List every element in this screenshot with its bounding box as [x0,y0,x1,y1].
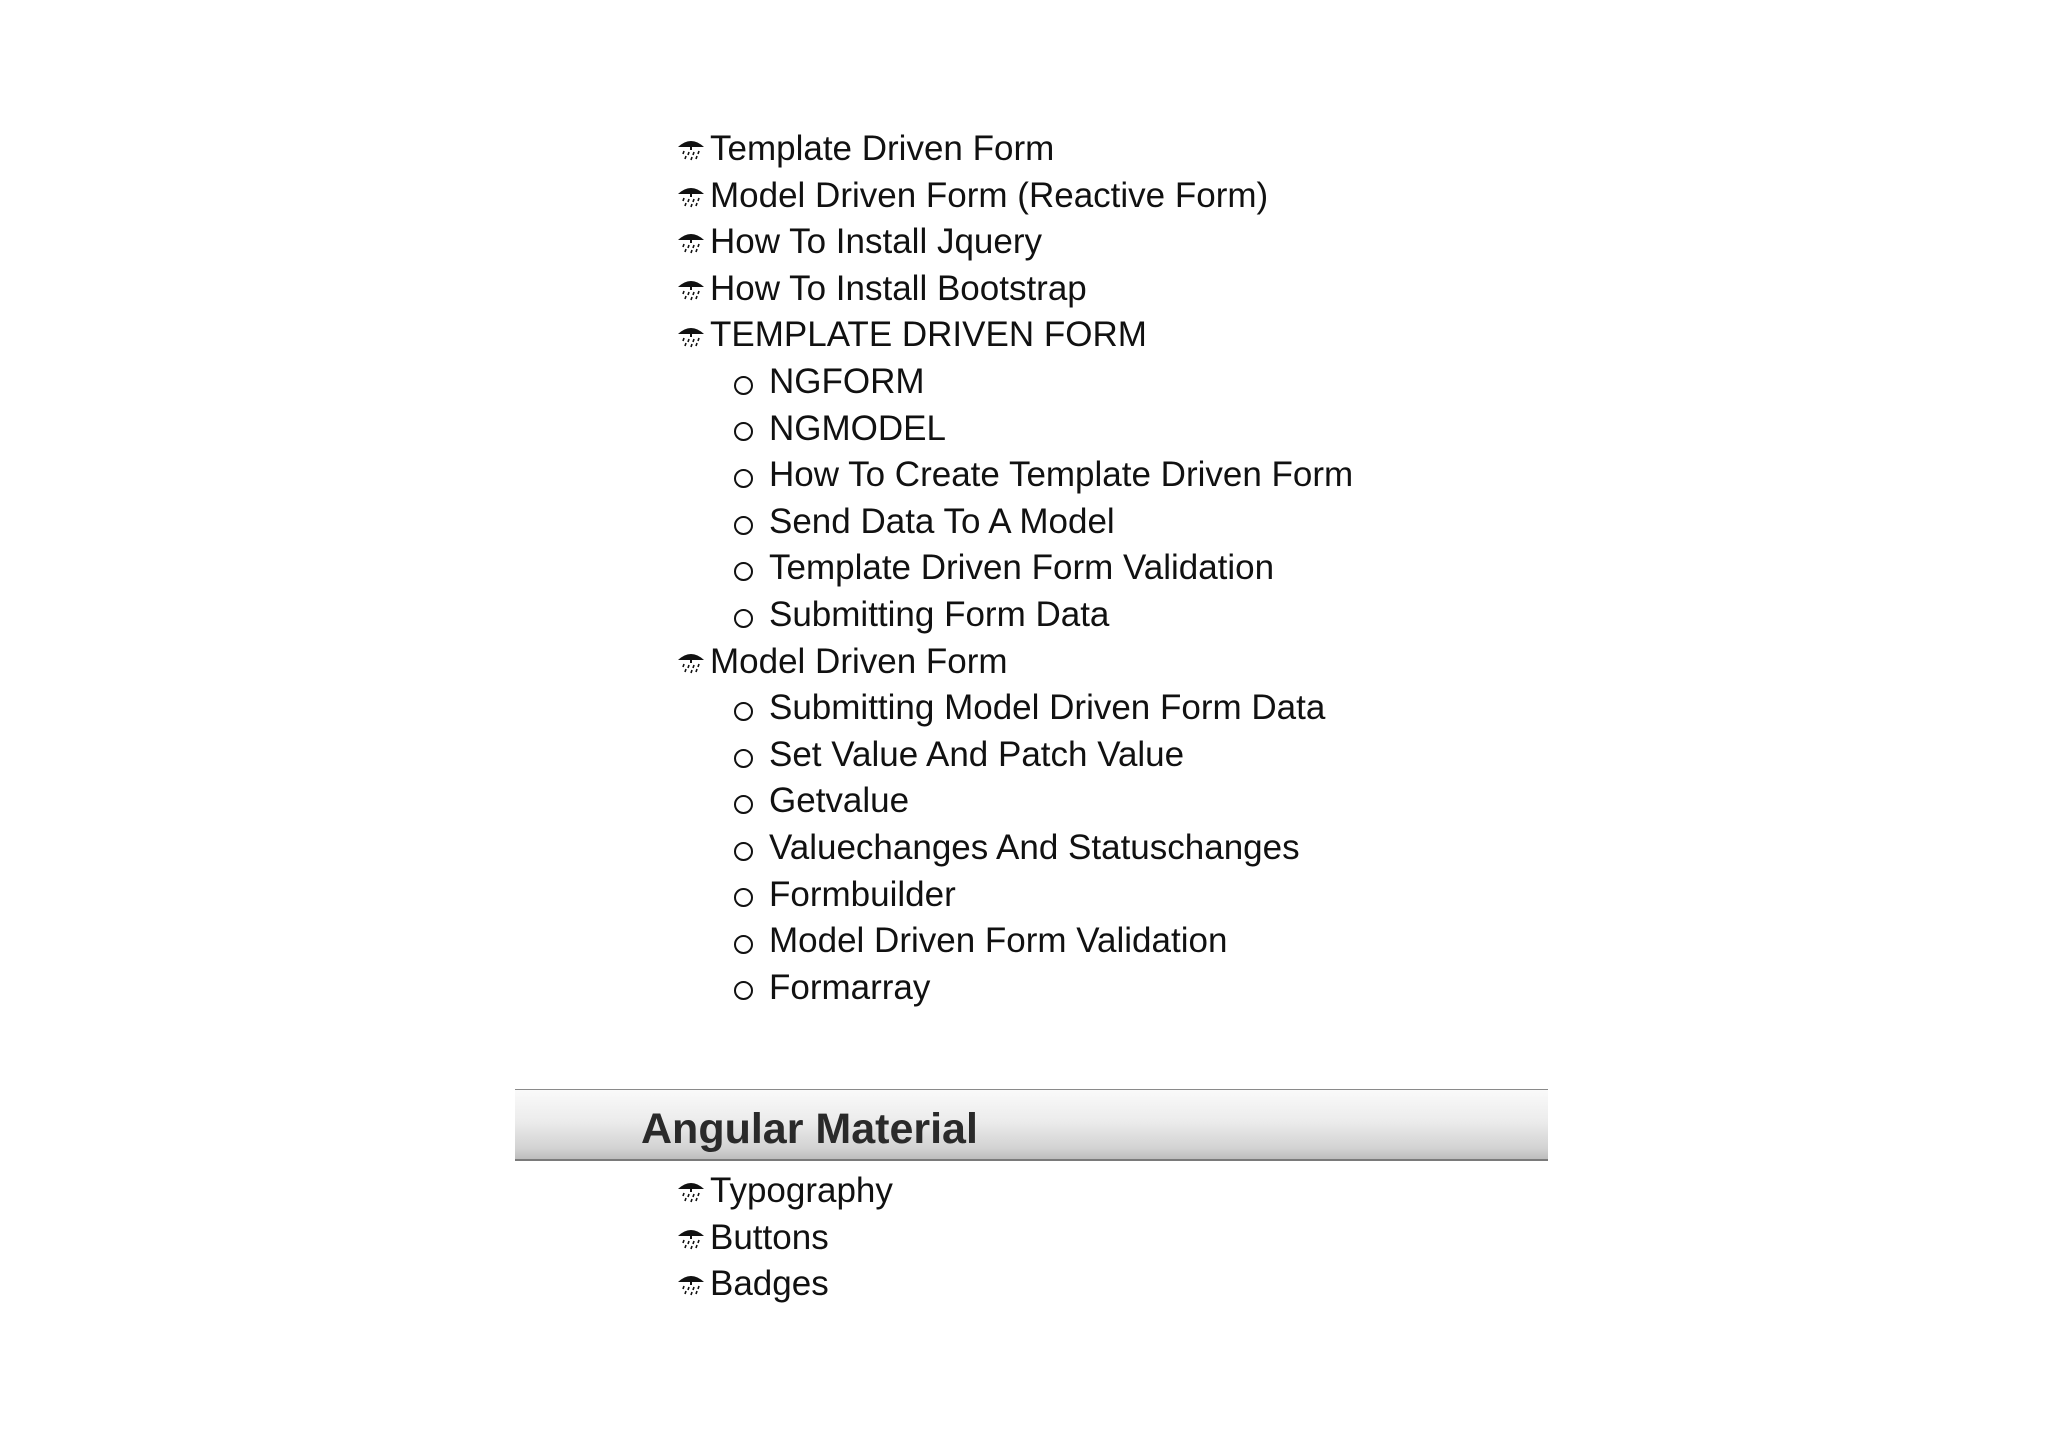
list-item-label: How To Install Jquery [710,222,1043,262]
hollow-circle-icon [734,516,753,535]
umbrella-rain-icon [676,134,706,164]
sub-list-item [676,872,1353,919]
sub-list-item [676,918,1353,965]
list-item [676,1261,893,1308]
list-item-label: Badges [710,1264,829,1304]
list-item [676,173,1353,220]
section-title: Angular Material [641,1105,978,1153]
hollow-circle-icon [734,888,753,907]
sub-list-item-label: NGMODEL [769,408,946,448]
sub-list-item [676,406,1353,453]
umbrella-rain-icon [676,1223,706,1253]
sub-list-item [676,732,1353,779]
list-item [676,266,1353,313]
sub-list-item-label: How To Create Template Driven Form [769,455,1354,495]
sub-list-item [676,545,1353,592]
section-header-bar [515,1089,1548,1161]
list-item [676,219,1353,266]
list-item-label: Model Driven Form (Reactive Form) [710,175,1269,215]
umbrella-rain-icon [676,227,706,257]
sub-list-item [676,825,1353,872]
hollow-circle-icon [734,422,753,441]
hollow-circle-icon [734,609,753,628]
sub-list-item [676,452,1353,499]
sub-list-item [676,359,1353,406]
sub-list-item [676,499,1353,546]
hollow-circle-icon [734,749,753,768]
umbrella-rain-icon [676,1269,706,1299]
sub-list-item-label: Submitting Model Driven Form Data [769,688,1326,728]
list-item-label: How To Install Bootstrap [710,268,1087,308]
sub-list-item [676,592,1353,639]
sub-list-item-label: Formbuilder [769,874,956,914]
hollow-circle-icon [734,376,753,395]
list-item [676,1215,893,1262]
hollow-circle-icon [734,935,753,954]
forms-topic-list [676,126,1353,1011]
sub-list-item-label: Set Value And Patch Value [769,734,1185,774]
umbrella-rain-icon [676,1176,706,1206]
sub-list-item-label: Formarray [769,967,931,1007]
angular-material-topic-list [676,1168,893,1308]
umbrella-rain-icon [676,274,706,304]
umbrella-rain-icon [676,647,706,677]
list-item-label: Template Driven Form [710,129,1055,168]
list-item-label: Typography [710,1171,893,1210]
hollow-circle-icon [734,469,753,488]
sub-list-item-label: Model Driven Form Validation [769,921,1228,961]
hollow-circle-icon [734,795,753,814]
list-item [676,126,1353,173]
umbrella-rain-icon [676,181,706,211]
list-item-label: Model Driven Form [710,641,1008,681]
hollow-circle-icon [734,981,753,1000]
sub-list-item-label: Valuechanges And Statuschanges [769,827,1300,867]
hollow-circle-icon [734,562,753,581]
hollow-circle-icon [734,842,753,861]
sub-list-item-label: NGFORM [769,361,925,401]
list-item-label: TEMPLATE DRIVEN FORM [710,315,1147,355]
list-item-label: Buttons [710,1217,829,1257]
umbrella-rain-icon [676,321,706,351]
sub-list-item-label: Submitting Form Data [769,594,1110,634]
list-item [676,1168,893,1215]
list-item [676,312,1353,359]
list-item [676,639,1353,686]
sub-list-item [676,778,1353,825]
sub-list-item [676,965,1353,1012]
sub-list-item-label: Getvalue [769,781,910,821]
sub-list-item [676,685,1353,732]
sub-list-item-label: Template Driven Form Validation [769,548,1275,588]
hollow-circle-icon [734,702,753,721]
sub-list-item-label: Send Data To A Model [769,501,1115,541]
